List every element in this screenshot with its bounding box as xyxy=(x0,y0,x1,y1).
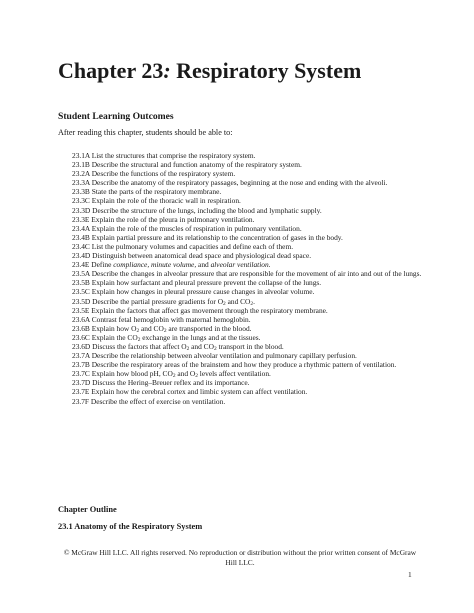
chapter-title-number: Chapter 23 xyxy=(58,58,164,83)
outcome-text: and CO xyxy=(139,323,164,333)
subscript: 2 xyxy=(172,373,176,380)
outcome-text: 23.3D Describe the structure of the lungs, including the blood and lymphatic supply. xyxy=(72,205,322,215)
learning-outcome-item xyxy=(72,333,424,342)
outcomes-intro: After reading this chapter, students should be able to: xyxy=(58,128,233,137)
page-number: 1 xyxy=(408,570,412,579)
outcome-text: . xyxy=(253,296,255,306)
outcome-text: 23.4E Define xyxy=(72,260,114,270)
subscript: 2 xyxy=(186,345,190,352)
outcome-text: 23.6C Explain the CO xyxy=(72,332,138,342)
outcome-text: 23.2A Describe the functions of the respiratory system. xyxy=(72,169,236,179)
learning-outcome-item xyxy=(72,351,424,360)
outcome-text: 23.7F Describe the effect of exercise on ventilation. xyxy=(72,396,226,406)
outcome-text: 23.7D Discuss the Hering–Breuer reflex and its importance. xyxy=(72,378,250,388)
outcome-text: 23.7B Describe the respiratory areas of the brainstem and how they produce a rhythmic pattern of ventilation. xyxy=(72,360,397,370)
outcome-text: and xyxy=(196,260,211,270)
learning-outcome-item xyxy=(72,242,424,251)
chapter-outline-heading: Chapter Outline xyxy=(58,505,117,514)
learning-outcome-item xyxy=(72,224,424,233)
outcome-text: 23.7A Describe the relationship between alveolar ventilation and pulmonary capillary perfusion. xyxy=(72,351,357,361)
learning-outcome-item xyxy=(72,397,424,406)
learning-outcome-item xyxy=(72,196,424,205)
outcome-text: 23.6A Contrast fetal hemoglobin with maternal hemoglobin. xyxy=(72,314,251,324)
outcome-text: 23.3C Explain the role of the thoracic wall in respiration. xyxy=(72,196,241,206)
outcome-text: 23.5C Explain how changes in pleural pressure cause changes in alveolar volume. xyxy=(72,287,315,297)
subscript: 2 xyxy=(195,373,198,380)
learning-outcome-item xyxy=(72,215,424,224)
outcome-text: 23.7C Explain how blood pH, CO xyxy=(72,369,173,379)
learning-outcomes-list xyxy=(72,151,424,406)
outcome-text: 23.4D Distinguish between anatomical dead space and physiological dead space. xyxy=(72,251,312,261)
chapter-title xyxy=(58,56,361,86)
subscript: 2 xyxy=(163,327,167,334)
learning-outcome-item xyxy=(72,306,424,315)
learning-outcome-item xyxy=(72,287,424,296)
outcome-text: are transported in the blood. xyxy=(166,323,252,333)
outcome-text: 23.6D Discuss the factors that affect O xyxy=(72,341,187,351)
outcome-text: 23.7E Explain how the cerebral cortex and limbic system can affect ventilation. xyxy=(72,387,308,397)
learning-outcome-item xyxy=(72,151,424,160)
outcome-text: 23.3E Explain the role of the pleura in pulmonary ventilation. xyxy=(72,214,255,224)
learning-outcome-item xyxy=(72,315,424,324)
outcome-text: 23.4A Explain the role of the muscles of respiration in pulmonary ventilation. xyxy=(72,223,302,233)
learning-outcome-item xyxy=(72,206,424,215)
outcome-text: levels affect ventilation. xyxy=(197,369,271,379)
italic-term: compliance, minute volume, xyxy=(113,260,197,270)
outcome-text: 23.1B Describe the structural and function anatomy of the respiratory system. xyxy=(72,160,302,170)
learning-outcome-item xyxy=(72,178,424,187)
learning-outcome-item xyxy=(72,260,424,269)
learning-outcome-item xyxy=(72,387,424,396)
learning-outcome-item xyxy=(72,160,424,169)
outcomes-heading: Student Learning Outcomes xyxy=(58,111,174,122)
learning-outcome-item xyxy=(72,251,424,260)
outcome-text: and CO xyxy=(225,296,251,306)
outcome-text: 23.1A List the structures that comprise the respiratory system. xyxy=(72,151,256,160)
outcome-text: 23.5A Describe the changes in alveolar pressure that are responsible for the movement of air into and out of the lungs. xyxy=(72,269,422,279)
outcome-text: and CO xyxy=(189,341,214,351)
learning-outcome-item xyxy=(72,269,424,278)
subscript: 2 xyxy=(223,300,226,307)
learning-outcome-item xyxy=(72,360,424,369)
outcome-text: transport in the blood. xyxy=(216,341,284,351)
outcome-text: 23.4B Explain partial pressure and its relationship to the concentration of gases in the body. xyxy=(72,232,343,242)
chapter-title-text: Respiratory System xyxy=(170,58,362,83)
chapter-title-colon: : xyxy=(163,58,171,83)
learning-outcome-item xyxy=(72,378,424,387)
learning-outcome-item xyxy=(72,324,424,333)
learning-outcome-item xyxy=(72,297,424,306)
learning-outcome-item xyxy=(72,342,424,351)
outcome-text: 23.4C List the pulmonary volumes and capacities and define each of them. xyxy=(72,241,294,251)
outcome-text: 23.5B Explain how surfactant and pleural pressure prevent the collapse of the lungs. xyxy=(72,278,322,288)
subscript: 2 xyxy=(213,345,217,352)
learning-outcome-item xyxy=(72,278,424,287)
learning-outcome-item xyxy=(72,233,424,242)
copyright-footer: © McGraw Hill LLC. All rights reserved. No reproduction or distribution without the prior written consent of McGraw Hill LLC. xyxy=(63,548,417,567)
subscript: 2 xyxy=(136,327,140,334)
learning-outcome-item xyxy=(72,369,424,378)
subscript: 2 xyxy=(250,300,254,307)
learning-outcome-item xyxy=(72,187,424,196)
italic-term: alveolar ventilation. xyxy=(210,260,271,270)
learning-outcome-item xyxy=(72,169,424,178)
outcome-text: and O xyxy=(175,369,196,379)
outcome-text: 23.3A Describe the anatomy of the respiratory passages, beginning at the nose and ending with the alveoli. xyxy=(72,178,388,188)
subscript: 2 xyxy=(137,336,141,343)
outcome-text: exchange in the lungs and at the tissues. xyxy=(140,332,261,342)
outcome-text: 23.6B Explain how O xyxy=(72,323,137,333)
outcome-text: 23.5E Explain the factors that affect gas movement through the respiratory membrane. xyxy=(72,305,328,315)
outcome-text: 23.3B State the parts of the respiratory membrane. xyxy=(72,187,222,197)
section-heading: 23.1 Anatomy of the Respiratory System xyxy=(58,522,203,531)
outcome-text: 23.5D Describe the partial pressure gradients for O xyxy=(72,296,224,306)
